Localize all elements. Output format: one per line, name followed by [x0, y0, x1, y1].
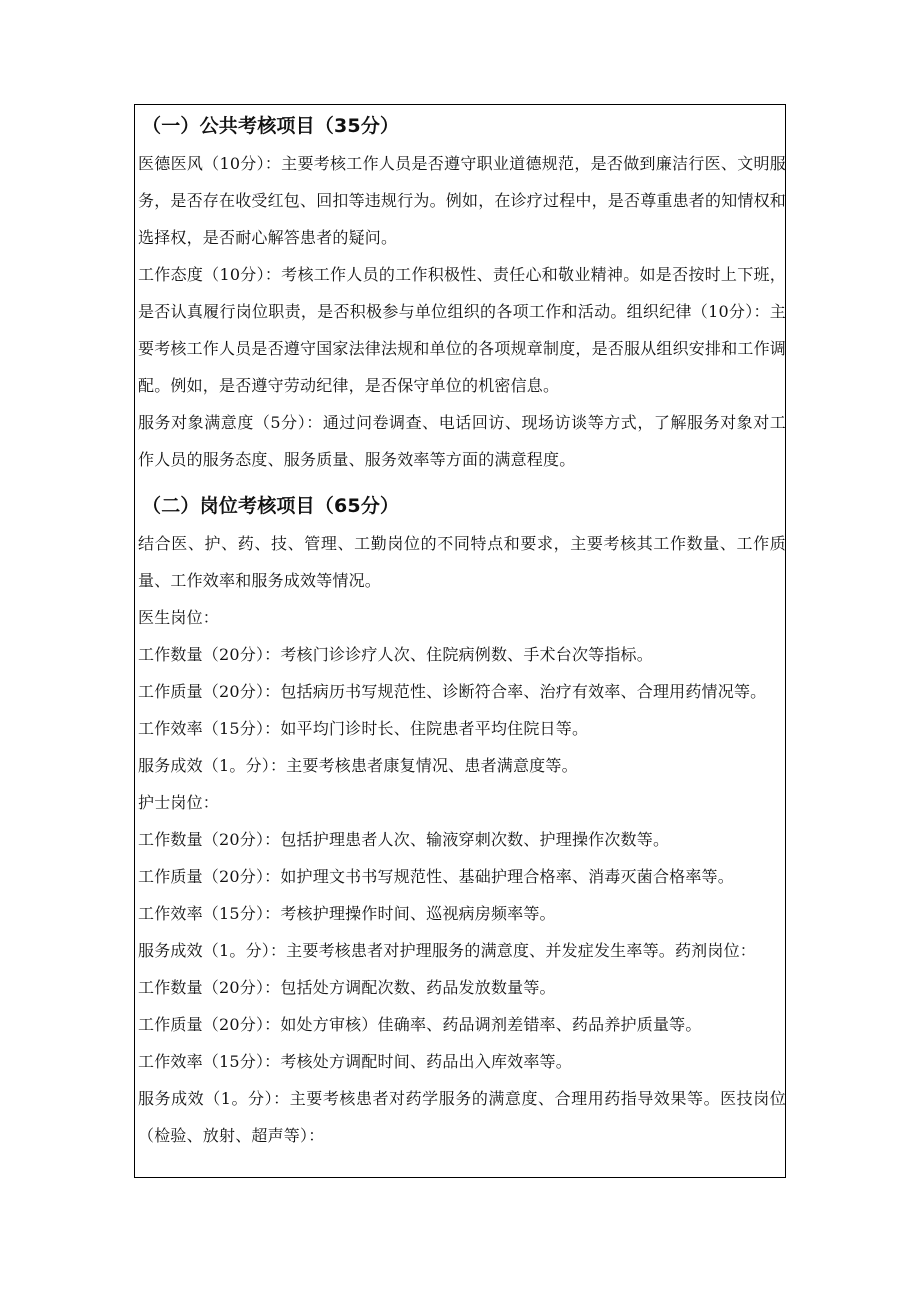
paragraph-doctor-quantity: 工作数量（20分）：考核门诊诊疗人次、住院病例数、手术台次等指标。 [138, 645, 653, 664]
paragraph-work-attitude: 工作态度（10分）：考核工作人员的工作积极性、责任心和敬业精神。如是否按时上下班，是否认真履行岗位职责，是否积极参与单位组织的各项工作和活动。组织纪律（10分）：主要考核工作人员是否遵守国家法律法规和单位的各项规章制度，是否服从组织安排和工作调配。例如，是否遵守劳动纪律，是否保守单位的机密信息。 [138, 265, 787, 395]
paragraph-pharmacy-quantity: 工作数量（20分）：包括处方调配次数、药品发放数量等。 [138, 978, 556, 997]
paragraph-medical-ethics: 医德医风（10分）：主要考核工作人员是否遵守职业道德规范，是否做到廉洁行医、文明服务，是否存在收受红包、回扣等违规行为。例如，在诊疗过程中，是否尊重患者的知情权和选择权，是否耐心解答患者的疑问。 [138, 154, 787, 247]
paragraph-doctor-outcome: 服务成效（1。分）：主要考核患者康复情况、患者满意度等。 [138, 756, 578, 775]
paragraph-nurse-efficiency: 工作效率（15分）：考核护理操作时间、巡视病房频率等。 [138, 904, 556, 923]
document-body [138, 108, 786, 1154]
paragraph-pharmacy-outcome: 服务成效（1。分）：主要考核患者对药学服务的满意度、合理用药指导效果等。医技岗位（检验、放射、超声等）： [138, 1089, 786, 1145]
paragraph-nurse-outcome: 服务成效（1。分）：主要考核患者对护理服务的满意度、并发症发生率等。药剂岗位： [138, 941, 756, 960]
paragraph-nurse-quality: 工作质量（20分）：如护理文书书写规范性、基础护理合格率、消毒灭菌合格率等。 [138, 867, 734, 886]
paragraph-pharmacy-quality: 工作质量（20分）：如处方审核）佳确率、药品调剂差错率、药品养护质量等。 [138, 1015, 702, 1034]
paragraph-doctor-title: 医生岗位： [138, 608, 220, 627]
paragraph-intro: 结合医、护、药、技、管理、工勤岗位的不同特点和要求，主要考核其工作数量、工作质量、工作效率和服务成效等情况。 [138, 534, 786, 590]
paragraph-pharmacy-efficiency: 工作效率（15分）：考核处方调配时间、药品出入库效率等。 [138, 1052, 572, 1071]
paragraph-satisfaction: 服务对象满意度（5分）：通过问卷调查、电话回访、现场访谈等方式，了解服务对象对工作人员的服务态度、服务质量、服务效率等方面的满意程度。 [138, 413, 786, 469]
paragraph-doctor-efficiency: 工作效率（15分）：如平均门诊时长、住院患者平均住院日等。 [138, 719, 589, 738]
section-heading-public: （一）公共考核项目（35分） [142, 115, 400, 137]
paragraph-nurse-quantity: 工作数量（20分）：包括护理患者人次、输液穿刺次数、护理操作次数等。 [138, 830, 670, 849]
paragraph-doctor-quality: 工作质量（20分）：包括病历书写规范性、诊断符合率、治疗有效率、合理用药情况等。 [138, 682, 767, 701]
section-heading-post: （二）岗位考核项目（65分） [142, 495, 400, 517]
paragraph-nurse-title: 护士岗位： [138, 793, 220, 812]
